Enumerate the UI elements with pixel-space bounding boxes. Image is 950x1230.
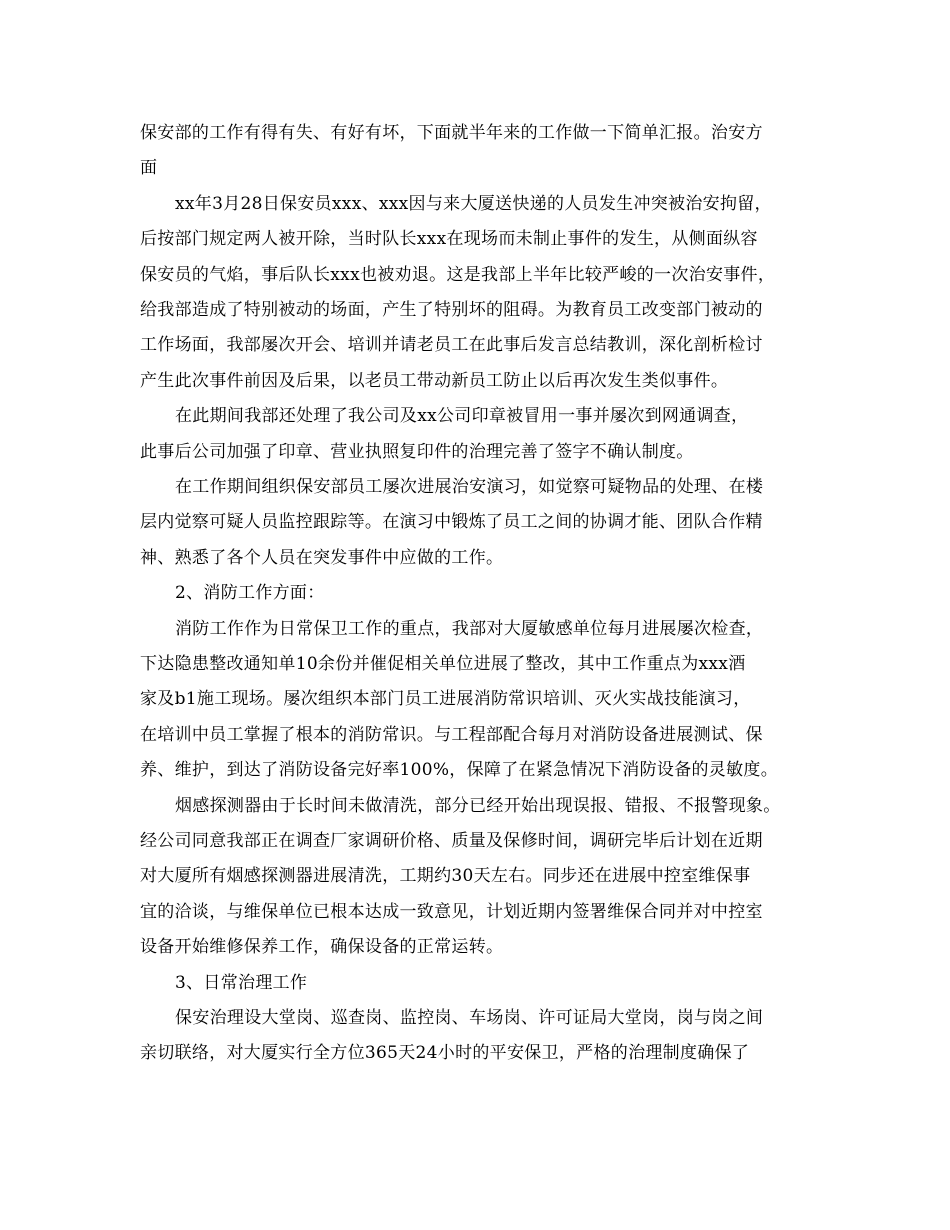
text-line: 在工作期间组织保安部员工屡次进展治安演习，如觉察可疑物品的处理、在楼 — [175, 477, 764, 497]
text-line: 此事后公司加强了印章、营业执照复印件的治理完善了签字不确认制度。 — [140, 442, 694, 462]
text-line: 保安部的工作有得有失、有好有坏，下面就半年来的工作做一下简单汇报。治安方 — [140, 123, 763, 143]
text-line: 经公司同意我部正在调查厂家调研价格、质量及保修时间，调研完毕后计划在近期 — [140, 831, 763, 851]
text-line: 设备开始维修保养工作，确保设备的正常运转。 — [140, 937, 504, 957]
text-line: 后按部门规定两人被开除，当时队长xxx在现场而未制止事件的发生，从侧面纵容 — [140, 229, 758, 249]
section-heading: 3、日常治理工作 — [175, 973, 308, 993]
text-line: 在此期间我部还处理了我公司及xx公司印章被冒用一事并屡次到网通调查， — [175, 406, 749, 426]
text-line: 宜的洽谈，与维保单位已根本达成一致意见，计划近期内签署维保合同并对中控室 — [140, 902, 763, 922]
text-line: 下达隐患整改通知单10余份并催促相关单位进展了整改，其中工作重点为xxx酒 — [140, 654, 746, 674]
text-line: 保安员的气焰，事后队长xxx也被劝退。这是我部上半年比较严峻的一次治安事件， — [140, 265, 776, 285]
text-line: xx年3月28日保安员xxx、xxx因与来大厦送快递的人员发生冲突被治安拘留， — [175, 194, 772, 214]
text-line: 产生此次事件前因及后果，以老员工带动新员工防止以后再次发生类似事件。 — [140, 371, 729, 391]
text-line: 亲切联络，对大厦实行全方位365天24小时的平安保卫，严格的治理制度确保了 — [140, 1043, 750, 1063]
text-line: 消防工作作为日常保卫工作的重点，我部对大厦敏感单位每月进展屡次检查， — [175, 619, 764, 639]
text-line: 层内觉察可疑人员监控跟踪等。在演习中锻炼了员工之间的协调才能、团队合作精 — [140, 512, 763, 532]
text-line: 对大厦所有烟感探测器进展清洗，工期约30天左右。同步还在进展中控室维保事 — [140, 866, 751, 886]
text-line: 在培训中员工掌握了根本的消防常识。与工程部配合每月对消防设备进展测试、保 — [140, 725, 763, 745]
text-line: 保安治理设大堂岗、巡查岗、监控岗、车场岗、许可证局大堂岗，岗与岗之间 — [175, 1008, 764, 1028]
text-line: 工作场面，我部屡次开会、培训并请老员工在此事后发言总结教训，深化剖析检讨 — [140, 335, 763, 355]
text-line: 神、熟悉了各个人员在突发事件中应做的工作。 — [140, 548, 504, 568]
text-line: 养、维护，到达了消防设备完好率100%，保障了在紧急情况下消防设备的灵敏度。 — [140, 760, 778, 780]
text-line: 烟感探测器由于长时间未做清洗，部分已经开始出现误报、错报、不报警现象。 — [175, 796, 781, 816]
text-line: 家及b1施工现场。屡次组织本部门员工进展消防常识培训、灭火实战技能演习， — [140, 689, 751, 709]
text-line: 面 — [140, 158, 158, 178]
section-heading: 2、消防工作方面： — [175, 583, 325, 603]
text-line: 给我部造成了特别被动的场面，产生了特别坏的阻碍。为教育员工改变部门被动的 — [140, 300, 763, 320]
